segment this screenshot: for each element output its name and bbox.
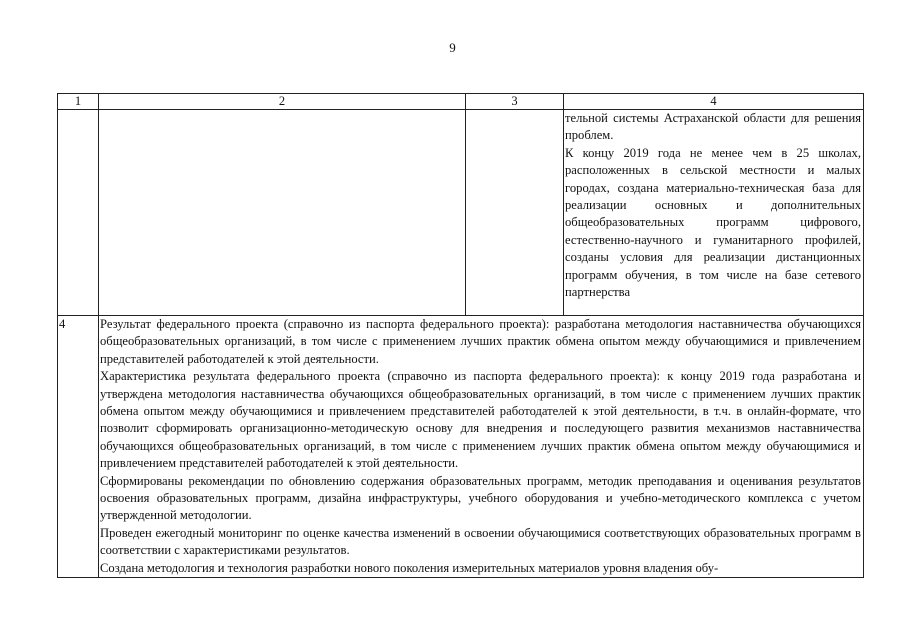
table-row-4 xyxy=(58,316,864,578)
header-cell-2: 2 xyxy=(99,94,466,110)
row2-paragraph: Результат федерального проекта (справочно из паспорта федерального проекта): разработана методология наставничества обучающихся общеобразовательных организаций, в том числе с применением лучших практик обмена опытом между обучающимися и привлечением представителей работодателей к этой деятельности. xyxy=(100,317,861,366)
row2-paragraph: Характеристика результата федерального проекта (справочно из паспорта федерального проекта): к концу 2019 года разработана и утверждена методология наставничества обучающихся общеобразовательных организаций, в том числе с применением лучших практик обмена опытом между обучающимися и привлечением представителей работодателей к этой деятельности, в т.ч. в онлайн-формате, что позволит сформировать организационно-методическую основу для внедрения и последующего развития механизмов наставничества обучающихся общеобразовательных организаций, в том числе с применением лучших практик обмена опытом между обучающимися и привлечением представителей работодателей к этой деятельности. xyxy=(100,369,861,471)
row2-content-cell xyxy=(99,316,864,578)
table-row-continuation xyxy=(58,110,864,316)
page-number: 9 xyxy=(449,40,456,55)
row1-cell-3 xyxy=(466,110,564,316)
header-cell-3: 3 xyxy=(466,94,564,110)
document-table xyxy=(57,93,864,578)
row1-cell-2 xyxy=(99,110,466,316)
header-cell-1: 1 xyxy=(58,94,99,110)
row1-cell-4 xyxy=(564,110,864,316)
row1-cell-1 xyxy=(58,110,99,316)
row1-paragraph: К концу 2019 года не менее чем в 25 школах, расположенных в сельской местности и малых городах, создана материально-техническая база для реализации основных и дополнительных общеобразовательных программ цифрового, естественно-научного и гуманитарного профилей, созданы условия для реализации дистанционных программ обучения, в том числе на базе сетевого партнерства xyxy=(565,145,861,300)
row-number: 4 xyxy=(58,316,99,578)
header-cell-4: 4 xyxy=(564,94,864,110)
row1-paragraph: тельной системы Астраханской области для решения проблем. xyxy=(565,111,861,143)
row2-paragraph: Сформированы рекомендации по обновлению содержания образовательных программ, методик преподавания и оценивания результатов освоения образовательных программ, дизайна инфраструктуры, учебного оборудования и учебно-методического комплекса с учетом утвержденной методологии. xyxy=(100,473,861,523)
row2-paragraph: Создана методология и технология разработки нового поколения измерительных материалов уровня владения обу- xyxy=(100,560,719,575)
row2-paragraph: Проведен ежегодный мониторинг по оценке качества изменений в освоении обучающимися соответствующих образовательных программ в соответствии с характеристиками результатов. xyxy=(100,525,861,558)
table-header-row xyxy=(58,94,864,110)
